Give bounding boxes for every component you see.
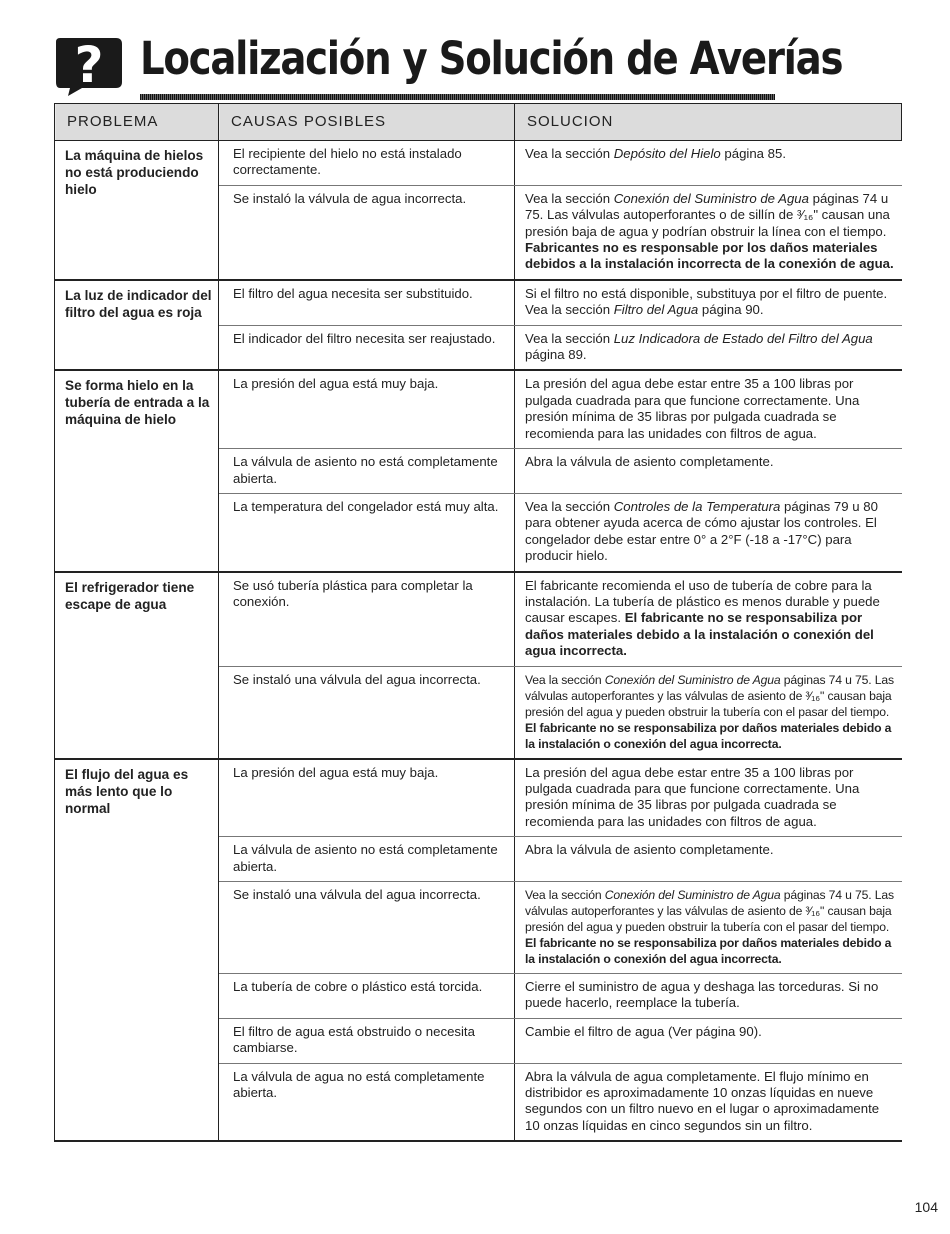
svg-text:?: ? [74,36,104,94]
cause-solution-pair [219,836,902,881]
cause-solution-pair [219,1063,902,1141]
cause-solution-pair [219,760,902,837]
solution-text: Cierre el suministro de agua y deshaga las torceduras. Si no puede hacerlo, reemplace la tubería. [525,979,879,1011]
cause-cell: Se usó tubería plástica para completar la conexión. [219,573,515,666]
solution-cell [515,494,902,571]
problem-cell: El refrigerador tiene escape de agua [55,572,219,759]
solution-text: Vea la sección [525,146,614,161]
cause-cell: La temperatura del congelador está muy alta. [219,494,515,571]
table-row [55,141,902,280]
solution-cell [515,1019,902,1063]
cause-solution-pair [219,881,902,973]
table-row [55,370,902,571]
section-reference: Conexión del Suministro de Agua [613,190,809,206]
page-title: Localización y Solución de Averías [140,32,843,85]
solution-cell [515,449,902,493]
section-reference: Filtro del Agua [613,302,699,318]
cause-solution-pair [219,141,902,185]
solution-text: Si el filtro no está disponible, substituya por el filtro de puente. Vea la sección [525,285,888,318]
liability-notice: Fabricantes no es responsable por los daños materiales debidos a la instalación incorrecta de la conexión de agua. [525,240,894,272]
table-row [55,759,902,1142]
cause-cell: La válvula de asiento no está completamente abierta. [219,449,515,493]
cause-solution-group [219,370,902,571]
solution-text: El fabricante recomienda el uso de tubería de cobre para la instalación. La tubería de plástico es menos durable y puede causar escapes. [525,577,880,626]
cause-solution-pair [219,325,902,370]
solution-text: páginas 74 u 75. Las válvulas autoperforantes o de sillín de ³⁄₁₆" causan una presión baja de agua y podrían obstruir la línea con el tiempo. [525,190,890,239]
cause-cell: El filtro del agua necesita ser substituido. [219,281,515,325]
cause-cell: El filtro de agua está obstruido o necesita cambiarse. [219,1019,515,1063]
problem-cell: La máquina de hielos no está produciendo hielo [55,141,219,280]
cause-cell: El indicador del filtro necesita ser reajustado. [219,326,515,370]
cause-solution-group [219,280,902,371]
solution-text: Vea la sección [525,498,614,514]
column-header-solution: SOLUCION [515,104,902,141]
solution-cell [515,882,902,973]
cause-solution-pair [219,185,902,279]
table-row [55,280,902,371]
cause-cell: Se instaló una válvula del agua incorrecta. [219,882,515,973]
solution-cell [515,837,902,881]
cause-solution-pair [219,448,902,493]
solution-text: Cambie el filtro de agua (Ver página 90). [525,1023,762,1039]
section-reference: Controles de la Temperatura [613,498,781,514]
solution-text: páginas 74 u 75. Las válvulas autoperforantes y las válvulas de asiento de ³⁄₁₆" causan baja presión del agua y pueden obstruir la tubería con el pasar del tiempo. [525,888,894,934]
solution-text: Vea la sección [525,330,614,346]
solution-cell [515,141,902,185]
solution-cell [515,573,902,666]
solution-cell [515,1064,902,1141]
solution-text: Abra la válvula de asiento completamente. [525,454,774,470]
cause-cell: El recipiente del hielo no está instalado correctamente. [219,141,515,185]
solution-text: páginas 74 u 75. Las válvulas autoperforantes y las válvulas de asiento de ³⁄₁₆" causan baja presión del agua y pueden obstruir la tubería con el pasar del tiempo. [525,672,894,719]
cause-cell: La tubería de cobre o plástico está torcida. [219,974,515,1018]
cause-cell: La válvula de agua no está completamente abierta. [219,1064,515,1141]
solution-cell [515,371,902,448]
cause-cell: La presión del agua está muy baja. [219,760,515,837]
solution-text: Vea la sección [525,190,614,206]
question-mark-icon [52,36,124,98]
cause-solution-group [219,572,902,759]
table-header-row [55,104,902,141]
cause-solution-pair [219,973,902,1018]
solution-cell [515,186,902,279]
solution-text: La presión del agua debe estar entre 35 a 100 libras por pulgada cuadrada para que funcione correctamente. Una presión mínima de 35 libras por pulgada cuadrada se recomienda para las unidades con filtros de agua. [525,764,860,829]
solution-text: página 89. [525,347,587,363]
problem-cell: El flujo del agua es más lento que lo normal [55,759,219,1142]
solution-text: Abra la válvula de asiento completamente. [525,842,774,858]
solution-cell [515,281,902,325]
problem-cell: La luz de indicador del filtro del agua es roja [55,280,219,371]
solution-text: páginas 79 u 80 para obtener ayuda acerca de cómo ajustar los controles. El congelador debe estar entre 0° a 2°F (-18 a -17°C) para producir hielo. [525,498,878,564]
liability-notice: El fabricante no se responsabiliza por daños materiales debido a la instalación o conexión del agua incorrecta. [525,720,892,751]
section-reference: Conexión del Suministro de Agua [604,672,781,687]
solution-cell [515,326,902,370]
solution-text: Abra la válvula de agua completamente. El flujo mínimo en distribidor es aproximadamente 10 onzas líquidas en nueve segundos con un filtro nuevo en el lugar o aproximadamente 10 onzas líquidas en cinco segundos sin un filtro. [525,1068,880,1133]
cause-cell: La presión del agua está muy baja. [219,371,515,448]
solution-text: página 90. [698,302,764,318]
solution-text: Vea la sección [525,672,605,687]
page-header [52,28,843,98]
solution-text: La presión del agua debe estar entre 35 a 100 libras por pulgada cuadrada para que funcione correctamente. Una presión mínima de 35 libras por pulgada cuadrada se recomienda para las unidades con filtros de agua. [525,376,860,441]
liability-notice: El fabricante no se responsabiliza por daños materiales debido a la instalación o conexión del agua incorrecta. [525,936,892,966]
solution-cell [515,667,902,758]
cause-solution-group [219,759,902,1142]
troubleshooting-table [54,103,902,1142]
cause-solution-pair [219,371,902,448]
cause-cell: Se instaló la válvula de agua incorrecta. [219,186,515,279]
cause-solution-group [219,141,902,280]
section-reference: Depósito del Hielo [613,146,721,161]
liability-notice: El fabricante no se responsabiliza por daños materiales debido a la instalación o conexión del agua incorrecta. [525,610,874,659]
title-underline [140,94,775,100]
cause-solution-pair [219,493,902,571]
solution-cell [515,974,902,1018]
section-reference: Luz Indicadora de Estado del Filtro del Agua [613,330,873,346]
solution-text: página 85. [720,146,787,161]
cause-cell: Se instaló una válvula del agua incorrecta. [219,667,515,758]
problem-cell: Se forma hielo en la tubería de entrada a la máquina de hielo [55,370,219,571]
cause-solution-pair [219,1018,902,1063]
page-number: 104 [914,1199,938,1215]
section-reference: Conexión del Suministro de Agua [604,888,781,902]
cause-cell: La válvula de asiento no está completamente abierta. [219,837,515,881]
cause-solution-pair [219,666,902,758]
cause-solution-pair [219,573,902,666]
column-header-problem: PROBLEMA [55,104,219,141]
solution-text: Vea la sección [525,888,605,902]
column-header-causes: CAUSAS POSIBLES [219,104,515,141]
table-row [55,572,902,759]
cause-solution-pair [219,281,902,325]
solution-cell [515,760,902,837]
